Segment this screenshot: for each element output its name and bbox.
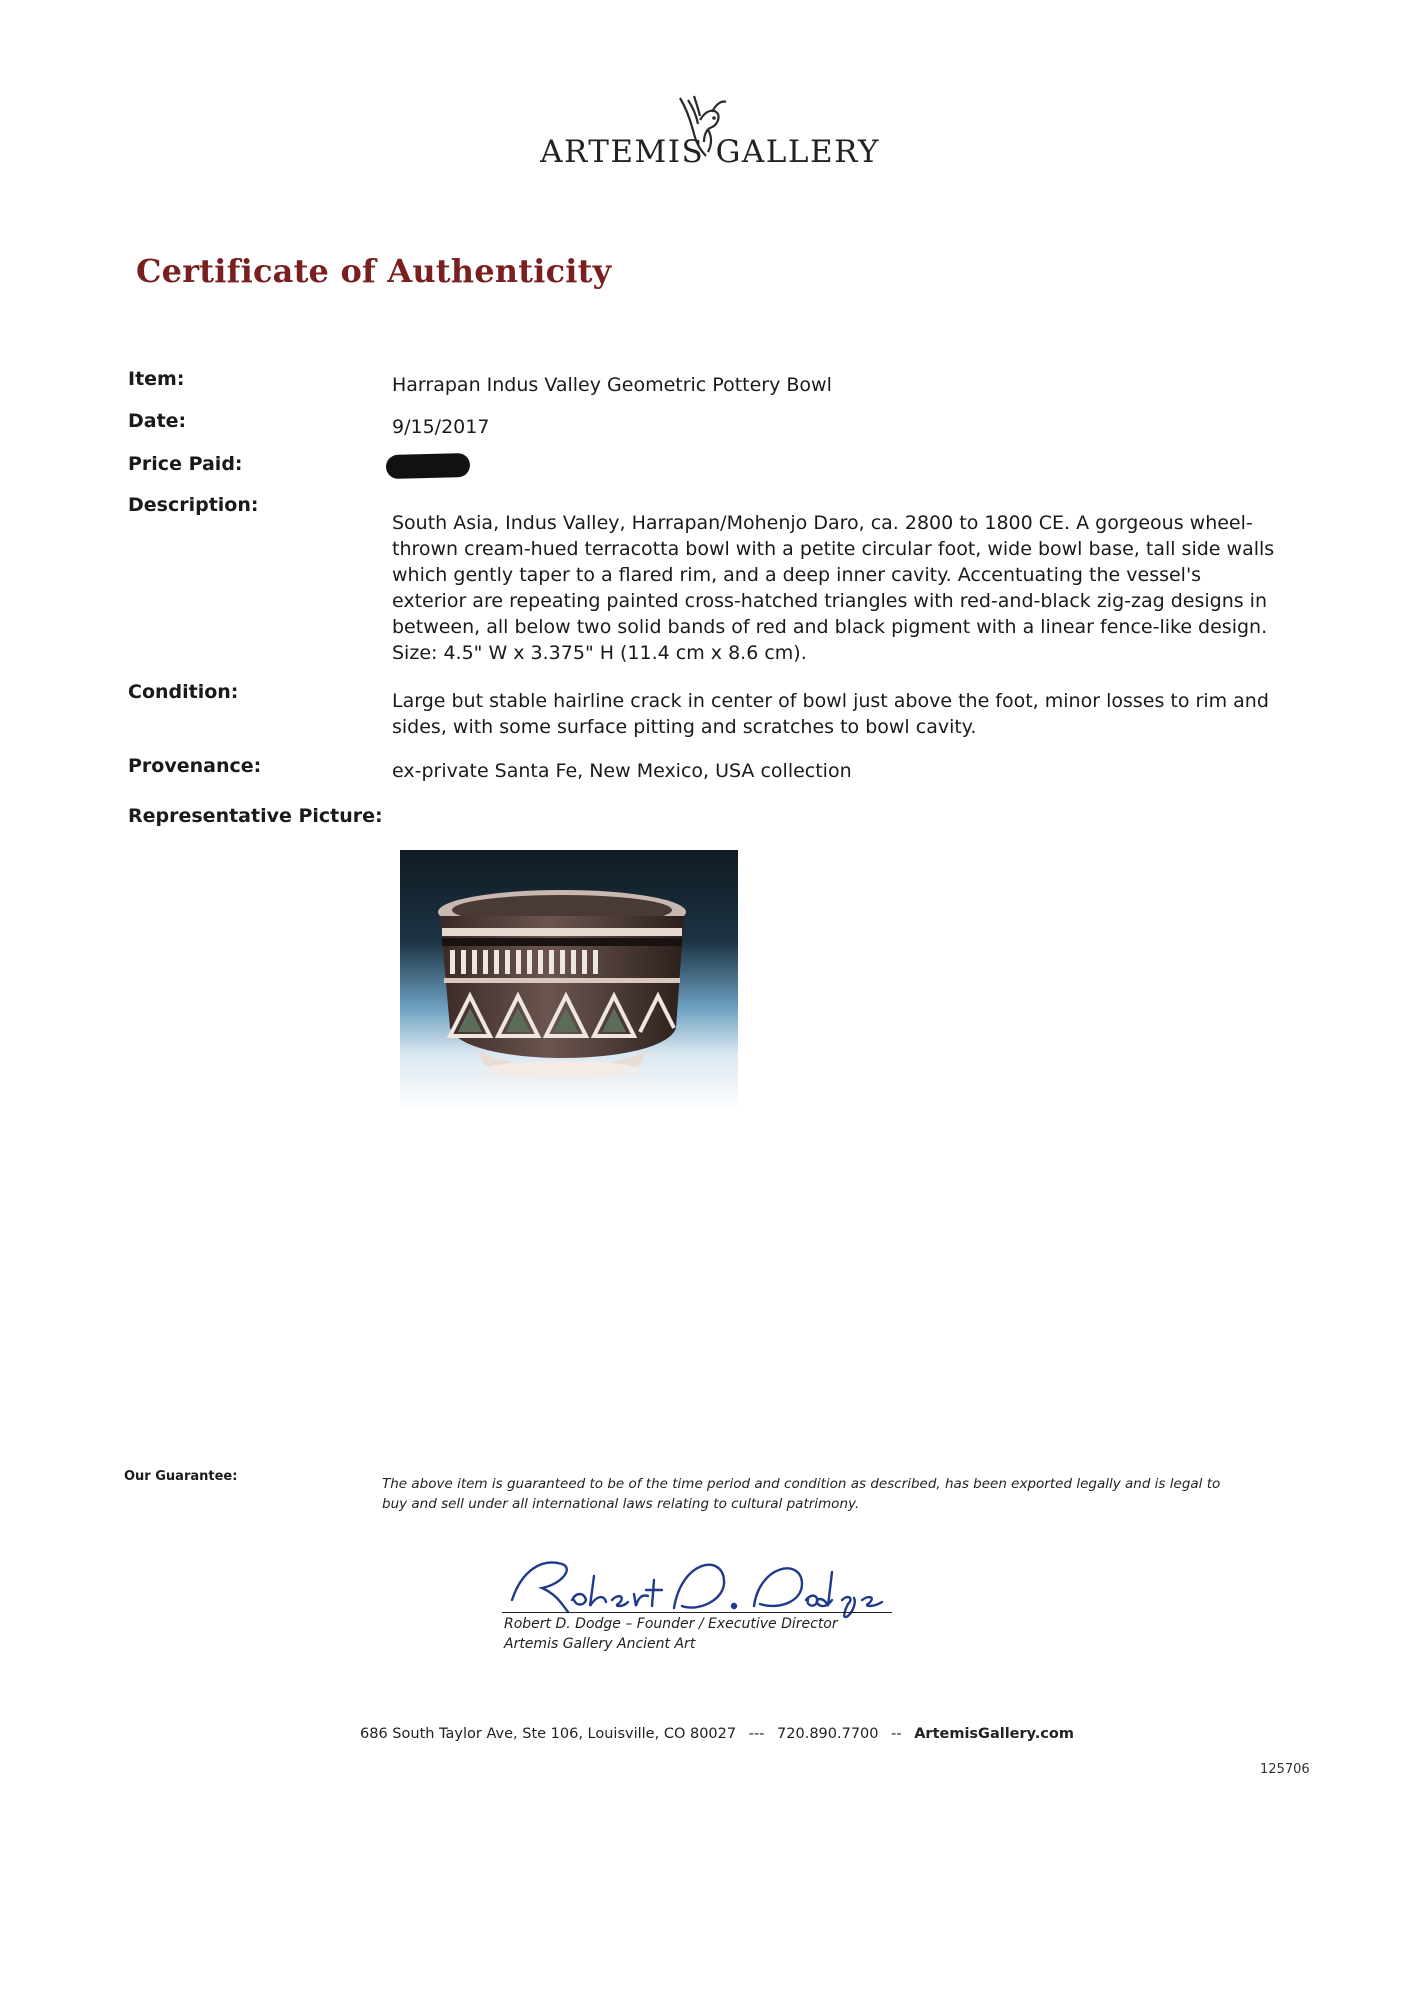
condition-value: Large but stable hairline crack in center of bowl just above the foot, minor losses to rim and sides, with some surface pitting and scratches to bowl cavity. <box>392 690 1269 738</box>
gallery-logo <box>480 90 940 180</box>
representative-picture-label: Representative Picture: <box>128 805 383 827</box>
signer-name-title: Robert D. Dodge – Founder / Executive Director <box>504 1616 838 1632</box>
price-paid-label: Price Paid: <box>128 453 243 475</box>
guarantee-text: The above item is guaranteed to be of the time period and condition as described, has been exported legally and is legal to buy and sell under all international laws relating to cultural patrimony. <box>382 1476 1221 1512</box>
condition-label: Condition: <box>128 681 239 703</box>
date-label: Date: <box>128 410 187 432</box>
provenance-label: Provenance: <box>128 755 262 777</box>
footer-contact <box>0 1726 1414 1742</box>
gallery-name: ARTEMIS GALLERY <box>540 134 880 170</box>
certificate-title: Certificate of Authenticity <box>136 252 612 290</box>
price-redaction <box>386 453 471 479</box>
provenance-value: ex-private Santa Fe, New Mexico, USA collection <box>392 760 852 782</box>
footer-phone: 720.890.7700 <box>777 1726 879 1742</box>
footer-separator: --- <box>748 1726 765 1742</box>
guarantee-label: Our Guarantee: <box>124 1469 238 1484</box>
description-label: Description: <box>128 494 259 516</box>
handwritten-signature <box>502 1550 902 1620</box>
date-value: 9/15/2017 <box>392 416 490 438</box>
item-label: Item: <box>128 368 185 390</box>
description-value: South Asia, Indus Valley, Harrapan/Mohenjo Daro, ca. 2800 to 1800 CE. A gorgeous wheel-thrown cream-hued terracotta bowl with a petite circular foot, wide bowl base, tall side walls which gently taper to a flared rim, and a deep inner cavity. Accentuating the vessel's exterior are repeating painted cross-hatched triangles with red-and-black zig-zag designs in between, all below two solid bands of red and black pigment with a linear fence-like design. Size: 4.5" W x 3.375" H (11.4 cm x 8.6 cm). <box>392 512 1275 664</box>
signature-line <box>502 1612 892 1613</box>
document-number: 125706 <box>1260 1762 1310 1777</box>
bowl-photo <box>400 850 738 1112</box>
footer-separator: -- <box>891 1726 902 1742</box>
signer-info <box>504 1614 838 1654</box>
signer-organization: Artemis Gallery Ancient Art <box>504 1636 696 1652</box>
footer-website: ArtemisGallery.com <box>914 1726 1074 1742</box>
item-value: Harrapan Indus Valley Geometric Pottery Bowl <box>392 374 832 396</box>
footer-address: 686 South Taylor Ave, Ste 106, Louisville, CO 80027 <box>360 1726 737 1742</box>
